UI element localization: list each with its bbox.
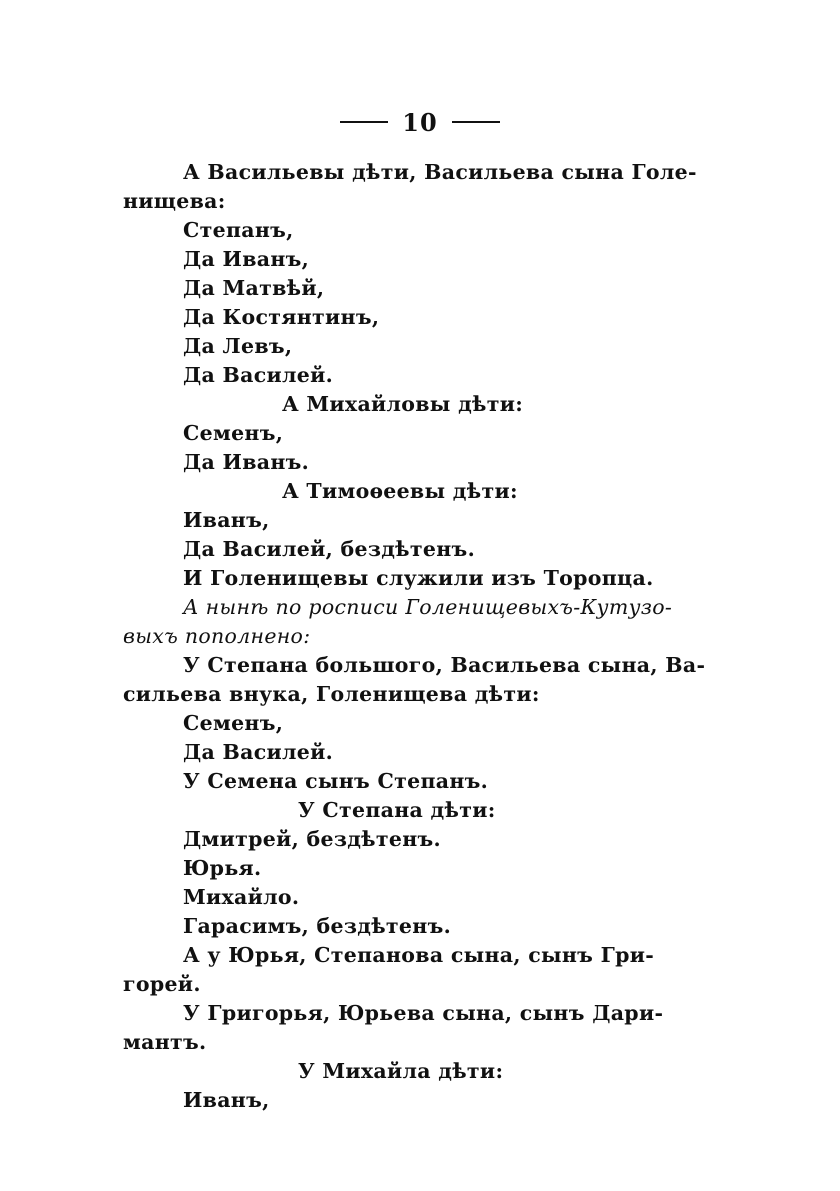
header-rule-left [340,121,388,123]
page-number: 10 [402,107,438,137]
text-line: Да Иванъ, [183,247,310,271]
text-line: Юрья. [183,856,262,880]
section-heading: А Михайловы дѣти: [282,392,524,416]
text-line: Михайло. [183,885,300,909]
page-header [0,104,840,140]
text-line: Семенъ, [183,421,284,445]
text-line: А Васильевы дѣти, Васильева сына Голе- [183,160,697,184]
text-line: У Степана большого, Васильева сына, Ва- [183,653,706,677]
text-line: Да Матвѣй, [183,276,325,300]
text-line: И Голенищевы служили изъ Торопца. [183,566,654,590]
text-line: Степанъ, [183,218,294,242]
italic-text-line: выхъ пополнено: [123,624,311,648]
text-line: Да Иванъ. [183,450,310,474]
text-line: Семенъ, [183,711,284,735]
text-line: Да Левъ, [183,334,293,358]
text-line: сильева внука, Голенищева дѣти: [123,682,540,706]
section-heading: У Михайла дѣти: [298,1059,504,1083]
text-line: Иванъ, [183,1088,270,1112]
text-line: Да Василей. [183,363,334,387]
text-line: У Семена сынъ Степанъ. [183,769,489,793]
text-line: Да Василей, бездѣтенъ. [183,537,476,561]
italic-text-line: А нынѣ по росписи Голенищевыхъ-Кутузо- [183,595,673,619]
text-line: горей. [123,972,201,996]
section-heading: А Тимоѳеевы дѣти: [282,479,518,503]
text-line: Гарасимъ, бездѣтенъ. [183,914,452,938]
text-line: Да Костянтинъ, [183,305,380,329]
text-line: Дмитрей, бездѣтенъ. [183,827,441,851]
text-line: Иванъ, [183,508,270,532]
text-line: нищева: [123,189,226,213]
header-rule-right [452,121,500,123]
text-line: У Григорья, Юрьева сына, сынъ Дари- [183,1001,664,1025]
text-line: Да Василей. [183,740,334,764]
text-line: мантъ. [123,1030,207,1054]
text-line: А у Юрья, Степанова сына, сынъ Гри- [183,943,655,967]
section-heading: У Степана дѣти: [298,798,496,822]
